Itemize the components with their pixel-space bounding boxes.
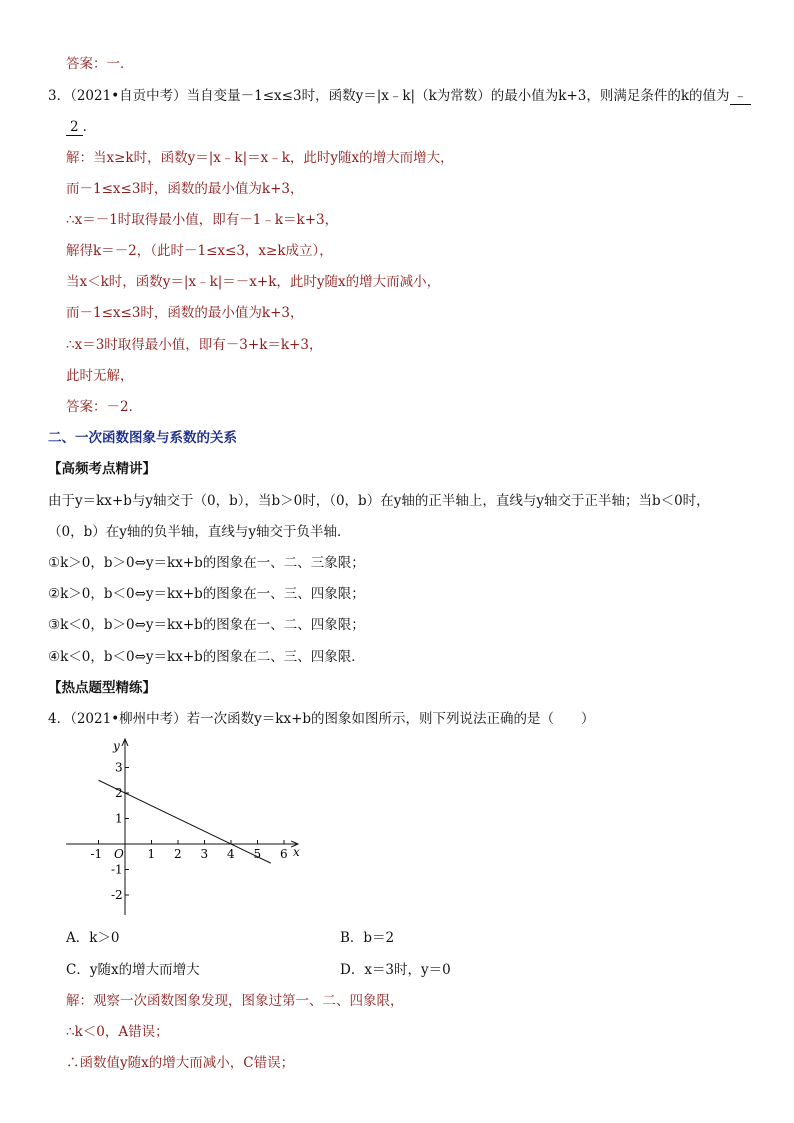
option-d: D．x＝3时，y＝0: [340, 962, 451, 978]
option-a: A．k＞0: [66, 930, 120, 946]
case-1: ①k＞0，b＞0⇔y＝kx+b的图象在一、二、三象限；: [48, 555, 365, 571]
solution-line-5: 当x＜k时，函数y＝|x﹣k|＝－x+k，此时y随x的增大而减小，: [66, 274, 441, 290]
y-axis-label: y: [113, 739, 120, 753]
x-tick-label: 5: [253, 847, 262, 861]
y-tick-label: 2: [115, 786, 123, 800]
case-2: ②k＞0，b＜0⇔y＝kx+b的图象在一、三、四象限；: [48, 586, 365, 602]
practice-heading: 【热点题型精练】: [48, 680, 156, 696]
solution-line-1: 解：当x≥k时，函数y＝|x﹣k|＝x﹣k，此时y随x的增大而增大，: [66, 150, 454, 166]
solution-line-2: 而－1≤x≤3时，函数的最小值为k+3，: [66, 181, 304, 197]
question-3-continued: [66, 118, 96, 136]
solution-line-11: ∴函数值y随x的增大而减小，C错误；: [66, 1055, 295, 1071]
solution-line-6: 而－1≤x≤3时，函数的最小值为k+3，: [66, 305, 304, 321]
case-4: ④k＜0，b＜0⇔y＝kx+b的图象在二、三、四象限．: [48, 649, 365, 665]
x-tick-label: 3: [200, 847, 209, 861]
answer-line-2: 答案：－2．: [66, 399, 143, 415]
solution-line-10: ∴k＜0，A错误；: [66, 1024, 169, 1040]
y-tick-label: 1: [115, 811, 123, 826]
answer-line-1: 答案：一．: [66, 56, 134, 72]
x-tick-label: 4: [227, 847, 235, 861]
origin-label: O: [114, 847, 124, 861]
x-axis-label: x: [293, 845, 300, 859]
key-points-heading: 【高频考点精讲】: [48, 461, 156, 477]
section-heading-2: 二、一次函数图象与系数的关系: [48, 430, 237, 446]
option-c: C．y随x的增大而增大: [66, 962, 200, 978]
linear-function-graph: [50, 735, 310, 925]
solution-line-9: 解：观察一次函数图象发现，图象过第一、二、四象限，: [66, 993, 404, 1009]
function-line: [99, 780, 271, 863]
question-3-text: 3．（2021•自贡中考）当自变量－1≤x≤3时，函数y＝|x﹣k|（k为常数）的最小值为k+3，则满足条件的k的值为: [48, 88, 730, 104]
solution-line-3: ∴x＝－1时取得最小值，即有－1﹣k＝k+3，: [66, 212, 339, 228]
option-b: B．b＝2: [340, 930, 395, 946]
case-3: ③k＜0，b＞0⇔y＝kx+b的图象在一、二、四象限；: [48, 617, 365, 633]
solution-line-4: 解得k＝－2，（此时－1≤x≤3，x≥k成立），: [66, 243, 333, 259]
answer-blank-part2: 2: [66, 119, 83, 136]
explanation-line-2: （0，b）在y轴的负半轴，直线与y轴交于负半轴．: [48, 524, 351, 540]
y-tick-label: 3: [115, 760, 123, 775]
y-tick-label: -2: [111, 888, 123, 902]
y-tick-label: -1: [111, 862, 123, 877]
question-3: [48, 87, 751, 105]
x-tick-label: 1: [147, 847, 156, 861]
solution-line-8: 此时无解，: [66, 368, 134, 384]
question-3-end: ．: [82, 119, 97, 135]
explanation-line-1: 由于y＝kx+b与y轴交于（0，b），当b＞0时，（0，b）在y轴的正半轴上，直线与y轴交于正半轴；当b＜0时，: [48, 493, 710, 509]
x-tick-label: 2: [174, 847, 182, 861]
solution-line-7: ∴x＝3时取得最小值，即有－3+k＝k+3，: [66, 337, 323, 353]
x-tick-label: -1: [90, 847, 103, 861]
x-tick-label: 6: [280, 847, 288, 861]
answer-blank-part1: ﹣: [730, 88, 752, 105]
question-4: 4．（2021•柳州中考）若一次函数y＝kx+b的图象如图所示，则下列说法正确的是（ ）: [48, 711, 595, 727]
